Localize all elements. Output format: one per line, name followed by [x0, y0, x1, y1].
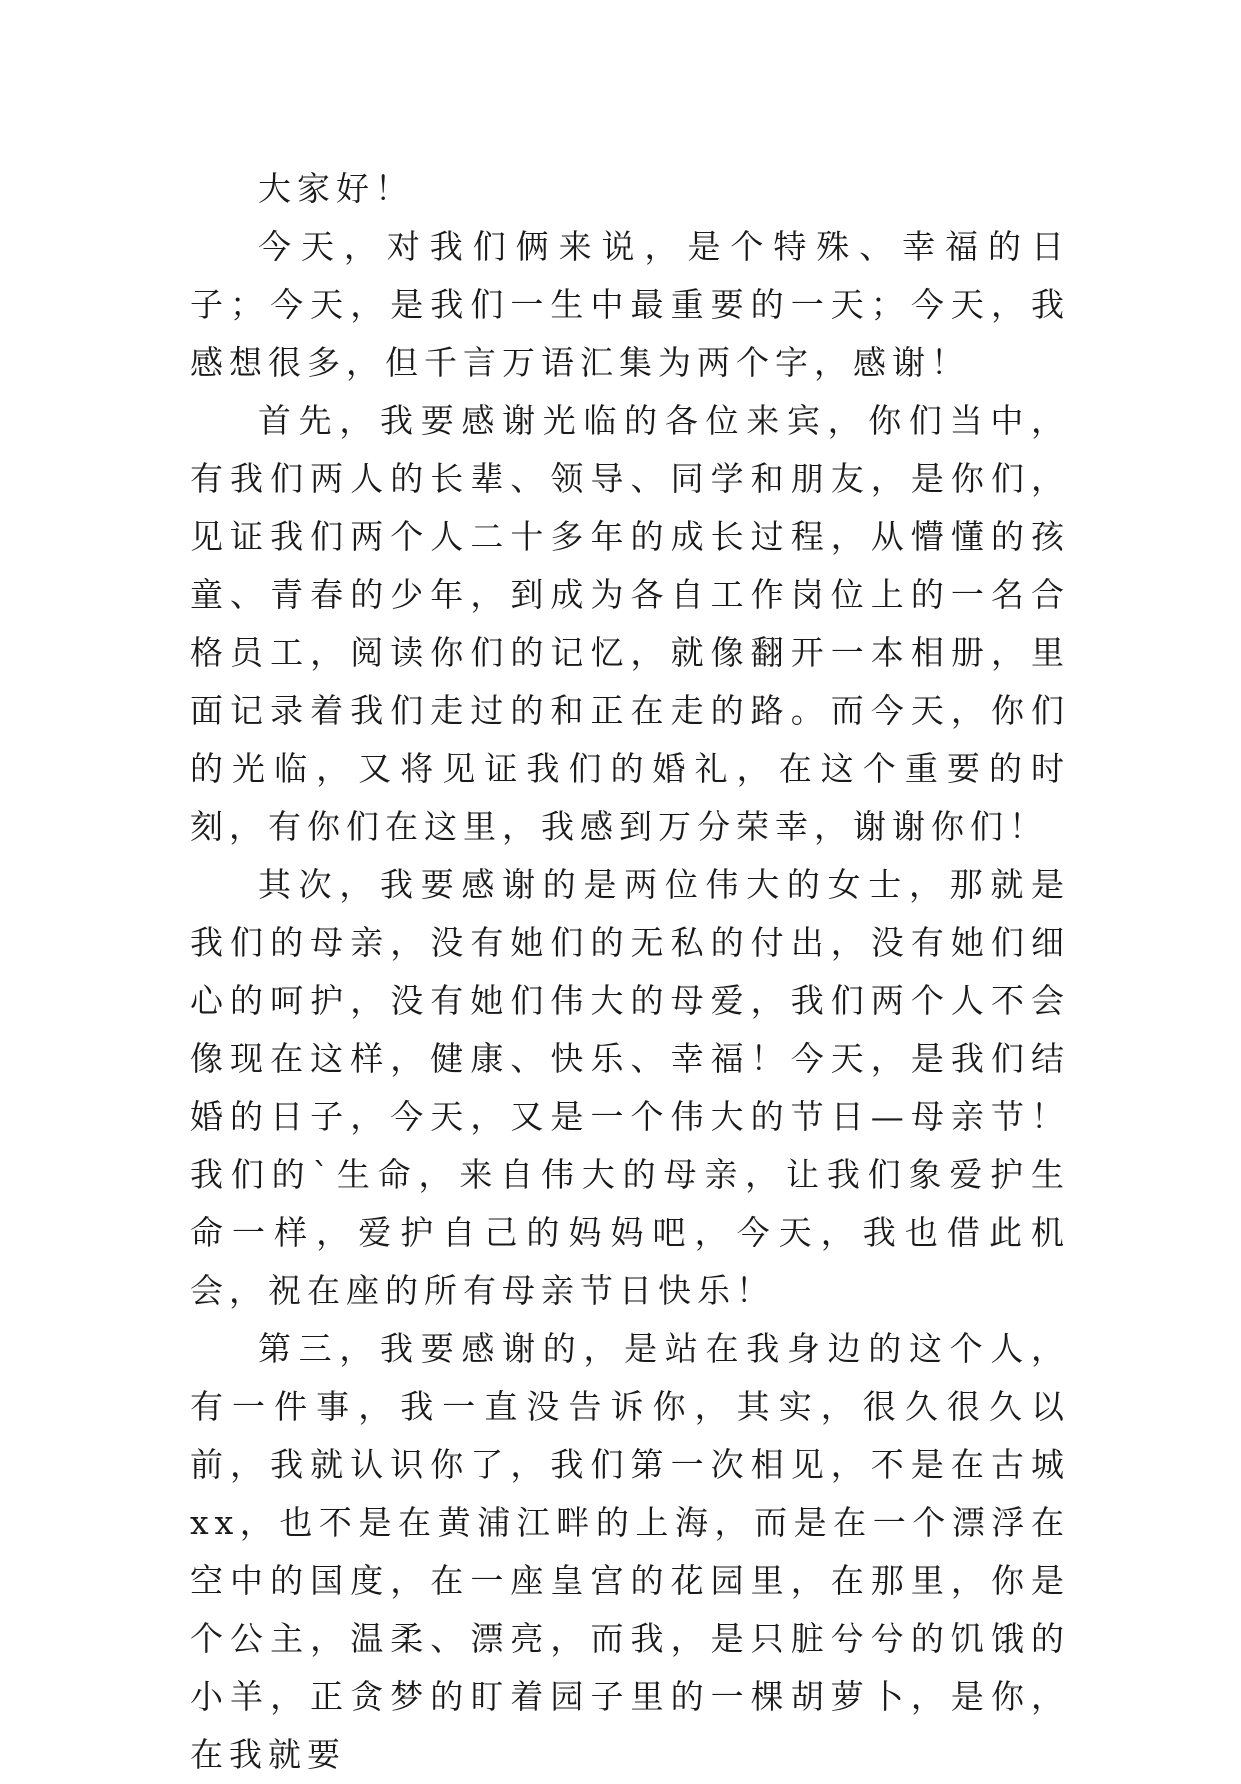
paragraph-thank-partner: 第三，我要感谢的，是站在我身边的这个人，有一件事，我一直没告诉你，其实，很久很久以前，我就认识你了，我们第一次相见，不是在古城xx，也不是在黄浦江畔的上海，而是在一个漂浮在空中的国度，在一座皇宫的花园里，在那里，你是个公主，温柔、漂亮，而我，是只脏兮兮的饥饿的小羊，正贪梦的盯着园子里的一棵胡萝卜，是你，在我就要	[190, 1329, 1070, 1774]
paragraph-thank-mothers: 其次，我要感谢的是两位伟大的女士，那就是我们的母亲，没有她们的无私的付出，没有她们细心的呵护，没有她们伟大的母爱，我们两个人不会像现在这样，健康、快乐、幸福！今天，是我们结婚的日子，今天，又是一个伟大的节日—母亲节！我们的`生命，来自伟大的母亲，让我们象爱护生命一样，爱护自己的妈妈吧，今天，我也借此机会，祝在座的所有母亲节日快乐！	[190, 865, 1070, 1310]
paragraph-greeting: 大家好！	[258, 169, 414, 208]
paragraph-thank-guests: 首先，我要感谢光临的各位来宾，你们当中，有我们两人的长辈、领导、同学和朋友，是你们，见证我们两个人二十多年的成长过程，从懵懂的孩童、青春的少年，到成为各自工作岗位上的一名合格员工，阅读你们的记忆，就像翻开一本相册，里面记录着我们走过的和正在走的路。而今天，你们的光临，又将见证我们的婚礼，在这个重要的时刻，有你们在这里，我感到万分荣幸，谢谢你们！	[190, 401, 1070, 846]
speech-body	[190, 160, 1070, 1784]
paragraph-intro: 今天，对我们俩来说，是个特殊、幸福的日子；今天，是我们一生中最重要的一天；今天，我感想很多，但千言万语汇集为两个字，感谢！	[190, 227, 1070, 382]
